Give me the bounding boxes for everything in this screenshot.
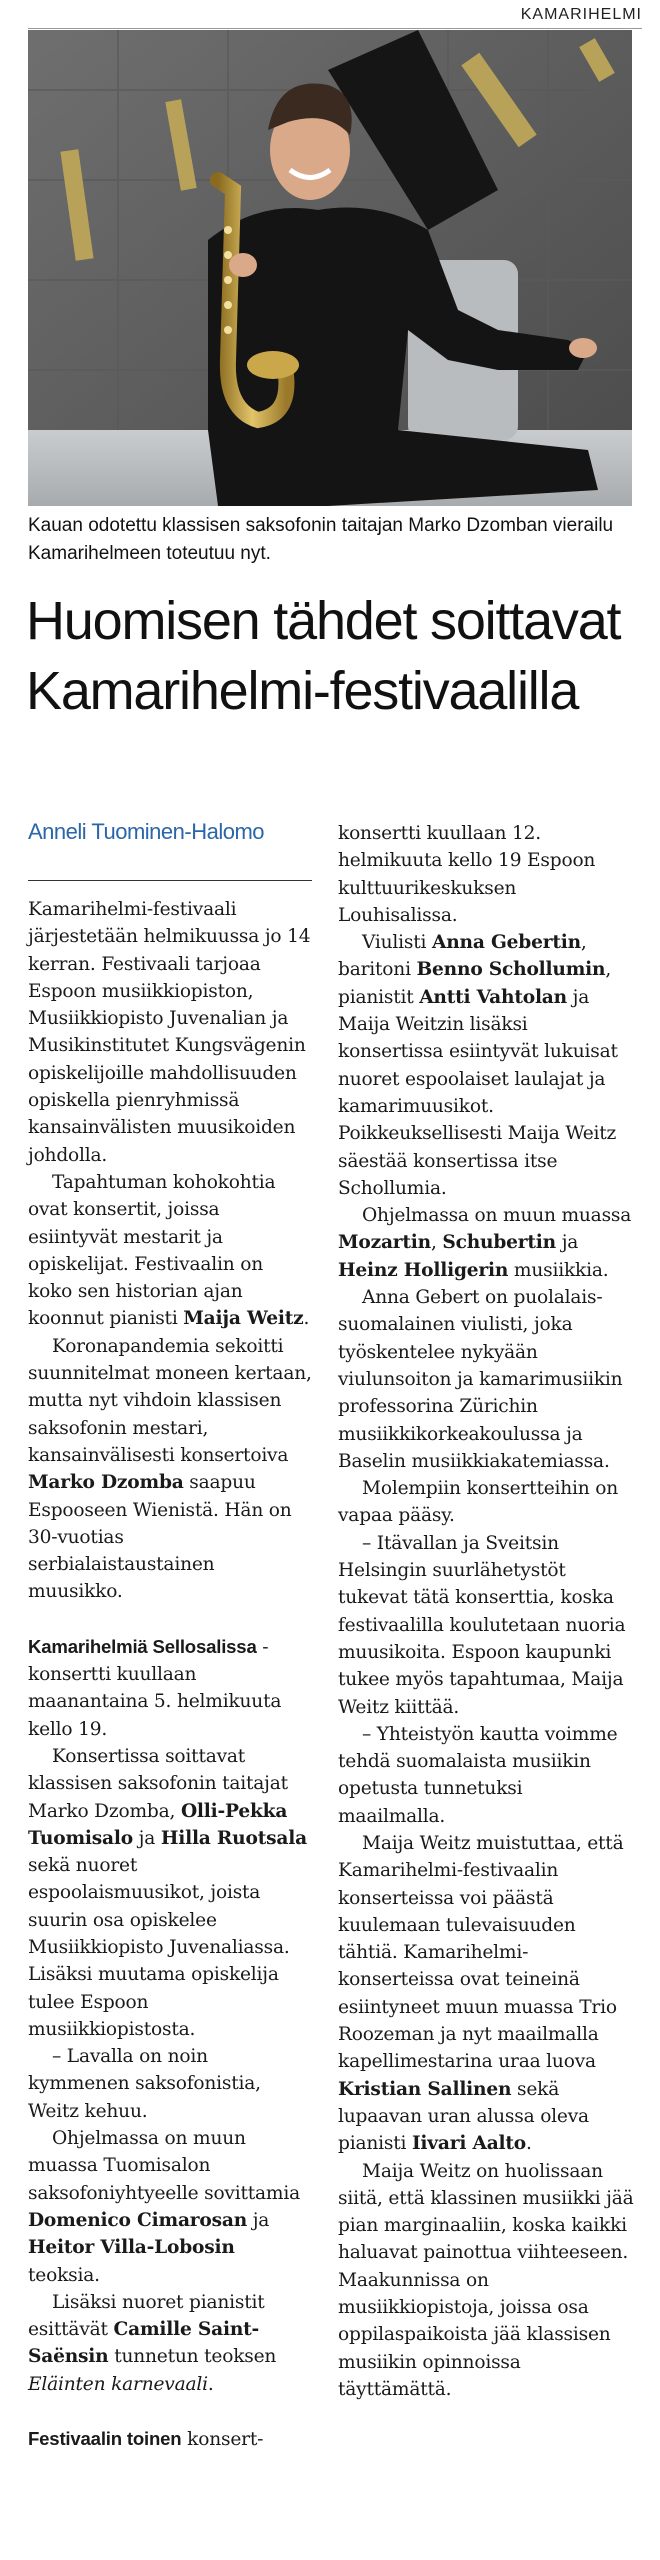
paragraph: Lisäksi nuoret pianistit esittävät Camille Saint-Saënsin tunnetun teoksen Eläinten karnevaali. <box>28 2291 277 2395</box>
paragraph: Kamarihelmi-festivaali järjestetään helmikuussa jo 14 kerran. Festivaali tarjoaa Espoon musiikkiopiston, Musiikkiopisto Juvenalian ja Musikinstitutet Kungsvägenin opiskelijoille mahdollisuuden opiskella pienryhmissä kansainvälisten muusikoiden johdolla. <box>28 899 311 1166</box>
paragraph: Molempiin konsertteihin on vapaa pääsy. <box>338 1478 619 1527</box>
paragraph: Ohjelmassa on muun muassa Tuomisalon saksofoniyhtyeelle sovittamia Domenico Cimarosan ja Heitor Villa-Lobosin teoksia. <box>28 2128 300 2286</box>
saxophonist-photo <box>28 30 632 506</box>
photo-caption: Kauan odotettu klassisen saksofonin taitajan Marko Dzomban vierailu Kamarihelmeen toteutuu nyt. <box>28 515 614 564</box>
paragraph: Tapahtuman kohokohtia ovat konsertit, joissa esiintyvät mestarit ja opiskelijat. Festivaalin on koko sen historian ajan koonnut pianisti Maija Weitz. <box>28 1171 310 1330</box>
section-label: KAMARIHELMI <box>520 6 642 23</box>
paragraph: Anna Gebert on puolalais-suomalainen viulisti, joka työskentelee nykyään viulunsoiton ja kamarimusiikin professorina Zürichin musiikkikorkeakoulussa ja Baselin musiikkiakatemiassa. <box>338 1287 623 1472</box>
paragraph: Festivaalin toinen konsert- <box>28 2428 264 2451</box>
byline: Anneli Tuominen-Halomo <box>28 819 265 844</box>
column-right <box>338 820 634 2403</box>
paragraph: Viulisti Anna Gebertin, baritoni Benno Schollumin, pianistit Antti Vahtolan ja Maija Weitzin lisäksi konsertissa esiintyvät lukuisat nuoret espoolaiset laulajat ja kamarimuusikot. Poikkeuksellisesti Maija Weitz säestää konsertissa itse Schollumia. <box>338 932 618 1199</box>
headline: Huomisen tähdet soittavat Kamarihelmi-festivaalilla <box>26 591 621 721</box>
paragraph: – Yhteistyön kautta voimme tehdä suomalaista musiikin opetusta tunnetuksi maailmalla. <box>338 1723 618 1827</box>
paragraph-continued-marker: konsert- <box>181 2429 264 2451</box>
paragraph: Koronapandemia sekoitti suunnitelmat moneen kertaan, mutta nyt vihdoin klassisen saksofonin mestari, kansainvälisesti konsertoiva Marko Dzomba saapuu Espooseen Wienistä. Hän on 30-vuotias serbialaistaustainen muusikko. <box>28 1335 312 1603</box>
paragraph: Maija Weitz muistuttaa, että Kamarihelmi-festivaalin konserteissa voi päästä kuulemaan tulevaisuuden tähtiä. Kamarihelmi-konserteissa ovat teineinä esiintyneet muun muassa Trio Roozeman ja nyt maailmalla kapellimestarina uraa luova Kristian Sallinen sekä lupaavan uran alussa oleva pianisti Iivari Aalto. <box>338 1832 624 2155</box>
column-left <box>28 896 312 2453</box>
byline-rule <box>28 880 312 881</box>
paragraph: – Lavalla on noin kymmenen saksofonistia, Weitz kehuu. <box>28 2046 261 2122</box>
paragraph: Konsertissa soittavat klassisen saksofonin taitajat Marko Dzomba, Olli-Pekka Tuomisalo ja Hilla Ruotsala sekä nuoret espoolaismuusikot, joista suurin osa opiskelee Musiikkiopisto Juvenaliassa. Lisäksi muutama opiskelija tulee Espoon musiikkiopistosta. <box>28 1745 307 2040</box>
paragraph: konsertti kuullaan 12. helmikuuta kello 19 Espoon kulttuurikeskuksen Louhisalissa. <box>338 823 596 926</box>
paragraph: Kamarihelmiä Sellosalissa -konsertti kuullaan maanantaina 5. helmikuuta kello 19. <box>28 1635 282 1740</box>
paragraph: – Itävallan ja Sveitsin Helsingin suurlähetystöt tukevat tätä konserttia, koska festivaalilla koulutetaan nuoria muusikoita. Espoon kaupunki tukee myös tapahtumaa, Maija Weitz kiittää. <box>338 1532 626 1718</box>
paragraph: Ohjelmassa on muun muassa Mozartin, Schubertin ja Heinz Holligerin musiikkia. <box>338 1205 632 1281</box>
top-rule <box>28 28 642 29</box>
paragraph: Maija Weitz on huolissaan siitä, että klassinen musiikki jää pian marginaaliin, koska kaikki haluavat painottua viihteeseen. Maakunnissa on musiikkiopistoja, joissa osa oppilaspaikoista jää klassisen musiikin opinnoissa täyttämättä. <box>338 2160 634 2400</box>
